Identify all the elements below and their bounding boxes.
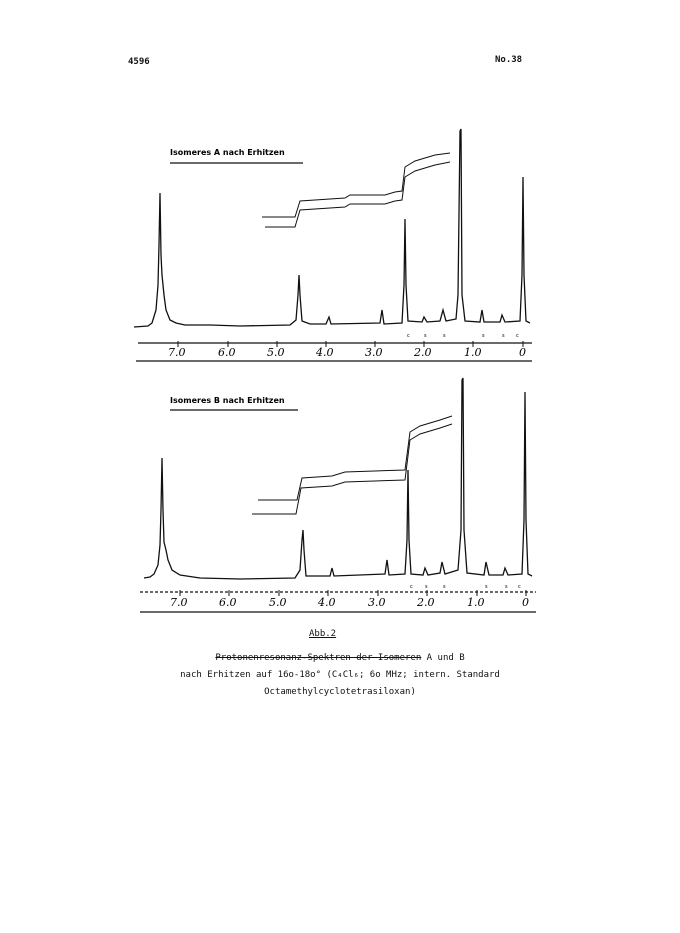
peak-label: c (410, 584, 413, 590)
tick-label: 6.0 (219, 596, 237, 609)
peak-labels (410, 584, 521, 590)
caption-line-2: nach Erhitzen auf 16o-18o° (C₄Cl₆; 6o MHz; intern. Standard (180, 670, 500, 680)
tick-label: 0 (519, 346, 526, 359)
peak-label: s (443, 333, 446, 339)
peak-label: c (518, 584, 521, 590)
spectrum-a-title: Isomeres A nach Erhitzen (170, 148, 285, 157)
figure-label: Abb.2 (309, 629, 337, 639)
tick-label: 6.0 (218, 346, 236, 359)
peak-label: s (443, 584, 446, 590)
tick-label: 2.0 (417, 596, 435, 609)
tick-label: 1.0 (464, 346, 482, 359)
caption-line-1 (0, 650, 680, 666)
peak-label: s (425, 584, 428, 590)
caption-line-1-tail: A und B (421, 653, 465, 663)
caption-line-1-struck: Protonenresonanz-Spektren der Isomeren (215, 653, 422, 663)
tick-label: 2.0 (414, 346, 432, 359)
tick-label: 1.0 (467, 596, 485, 609)
caption-line-3: Octamethylcyclotetrasiloxan) (264, 687, 416, 697)
spectrum-trace (134, 129, 530, 327)
spectrum-a (0, 125, 680, 370)
tick-label: 3.0 (368, 596, 386, 609)
tick-label: 3.0 (365, 346, 383, 359)
peak-label: s (505, 584, 508, 590)
spectrum-trace (144, 378, 532, 579)
peak-label: s (485, 584, 488, 590)
tick-label: 5.0 (267, 346, 285, 359)
peak-label: c (407, 333, 410, 339)
tick-label: 0 (522, 596, 529, 609)
tick-label: 5.0 (269, 596, 287, 609)
spectrum-b (0, 370, 680, 615)
tick-label: 7.0 (170, 596, 188, 609)
peak-label: c (516, 333, 519, 339)
peak-labels (407, 333, 519, 339)
tick-label: 7.0 (168, 346, 186, 359)
issue-number: No.38 (495, 55, 523, 65)
tick-label: 4.0 (316, 346, 334, 359)
integration-curve-upper (258, 416, 452, 500)
peak-label: s (424, 333, 427, 339)
tick-label: 4.0 (318, 596, 336, 609)
spectrum-b-title: Isomeres B nach Erhitzen (170, 396, 285, 405)
peak-label: s (482, 333, 485, 339)
peak-label: s (502, 333, 505, 339)
page-number: 4596 (128, 57, 150, 67)
